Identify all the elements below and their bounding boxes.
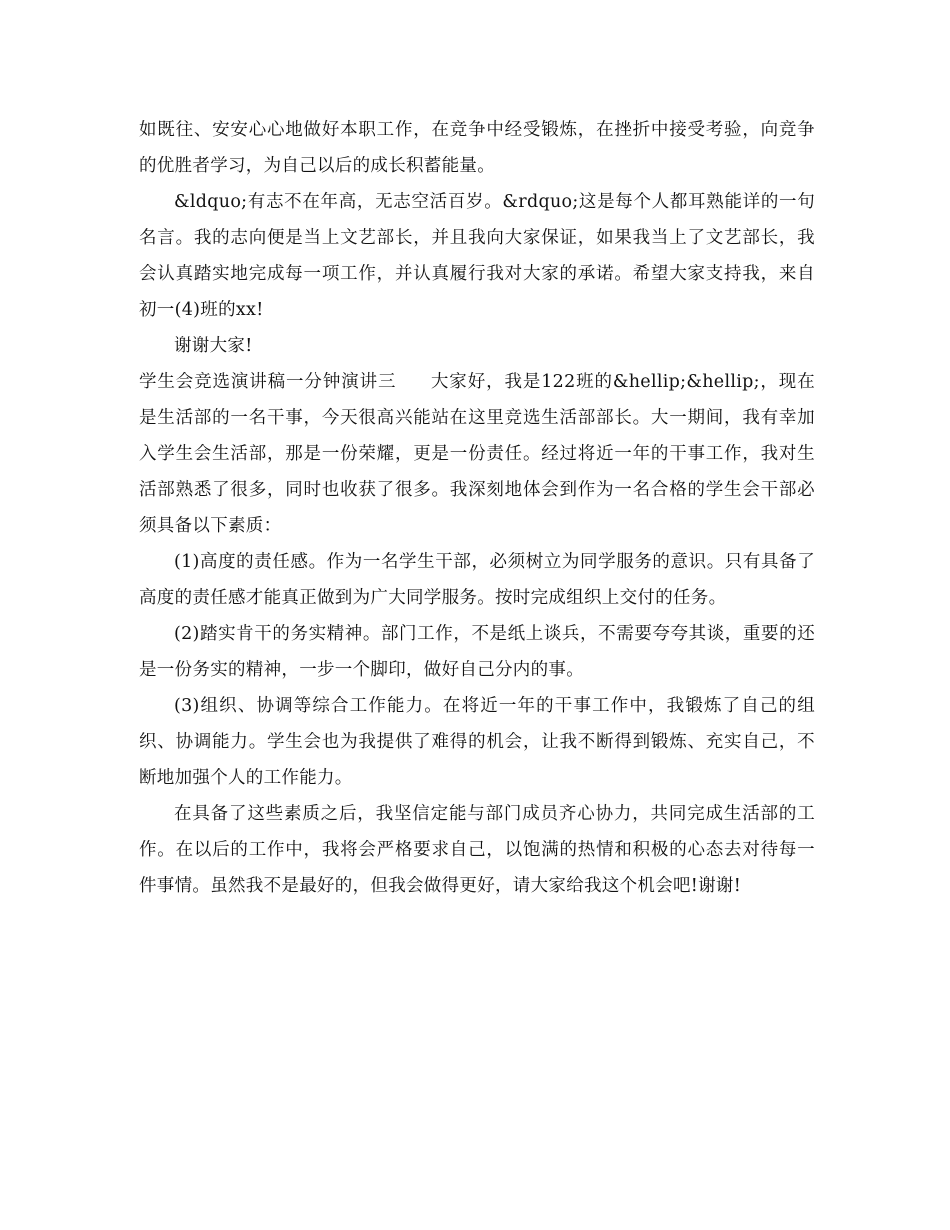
- document-body: [139, 112, 815, 904]
- point-practical-spirit: (2)踏实肯干的务实精神。部门工作，不是纸上谈兵，不需要夸夸其谈，重要的还是一份务实的精神，一步一个脚印，做好自己分内的事。: [139, 624, 815, 680]
- paragraph-closing: 在具备了这些素质之后，我坚信定能与部门成员齐心协力，共同完成生活部的工作。在以后的工作中，我将会严格要求自己，以饱满的热情和积极的心态去对待每一件事情。虽然我不是最好的，但我会做得更好，请大家给我这个机会吧!谢谢!: [139, 804, 815, 896]
- paragraph-thanks: 谢谢大家!: [174, 336, 253, 356]
- paragraph-continuation: 如既往、安安心心地做好本职工作，在竞争中经受锻炼，在挫折中接受考验，向竞争的优胜者学习，为自己以后的成长积蓄能量。: [139, 120, 815, 176]
- point-coordination-ability: (3)组织、协调等综合工作能力。在将近一年的干事工作中，我锻炼了自己的组织、协调能力。学生会也为我提供了难得的机会，让我不断得到锻炼、充实自己，不断地加强个人的工作能力。: [139, 696, 815, 788]
- paragraph-quote-motto: &ldquo;有志不在年高，无志空活百岁。&rdquo;这是每个人都耳熟能详的一句名言。我的志向便是当上文艺部长，并且我向大家保证，如果我当上了文艺部长，我会认真踏实地完成每一项工作，并认真履行我对大家的承诺。希望大家支持我，来自初一(4)班的xx!: [139, 192, 815, 320]
- speech-section: [139, 364, 815, 544]
- point-responsibility: (1)高度的责任感。作为一名学生干部，必须树立为同学服务的意识。只有具备了高度的责任感才能真正做到为广大同学服务。按时完成组织上交付的任务。: [139, 552, 815, 608]
- speech-title: 学生会竞选演讲稿一分钟演讲三: [139, 372, 397, 392]
- speech-intro: 大家好，我是122班的&hellip;&hellip;，现在是生活部的一名干事，今天很高兴能站在这里竞选生活部部长。大一期间，我有幸加入学生会生活部，那是一份荣耀，更是一份责任。经过将近一年的干事工作，我对生活部熟悉了很多，同时也收获了很多。我深刻地体会到作为一名合格的学生会干部必须具备以下素质：: [139, 372, 815, 536]
